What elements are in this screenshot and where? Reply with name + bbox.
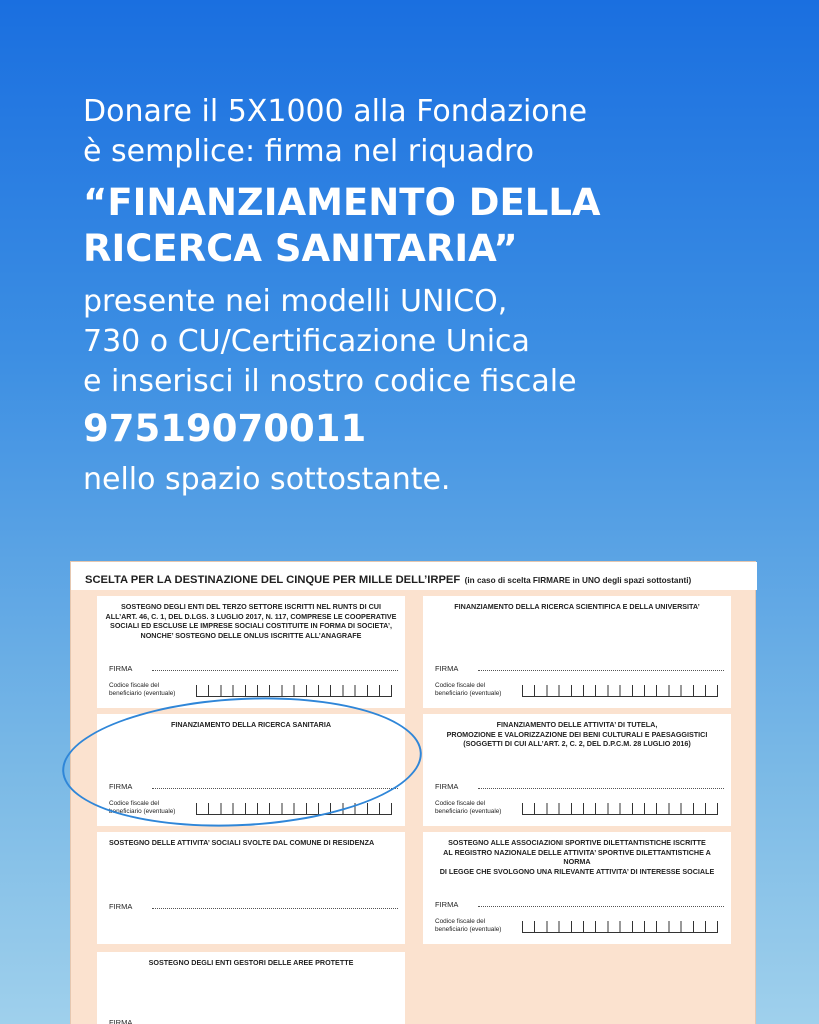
form-header [71,562,757,590]
form-box-ricerca-scientifica [423,596,731,708]
codice-fiscale-label: Codice fiscale del beneficiario (eventuale) [109,682,176,697]
intro-line-1: Donare il 5X1000 alla Fondazione [83,94,588,129]
form-header-note: (in caso di scelta FIRMARE in UNO degli spazi sottostanti) [464,576,692,585]
form-box-title: SOSTEGNO DEGLI ENTI GESTORI DELLE AREE PROTETTE [148,958,354,967]
closing-line: nello spazio sottostante. [83,462,451,497]
firma-field[interactable]: FIRMA [109,902,398,911]
codice-fiscale-label: Codice fiscale del beneficiario (eventuale) [109,800,176,815]
codice-fiscale-cells[interactable] [196,685,392,697]
hero-text [83,92,783,500]
codice-fiscale-cells[interactable] [522,921,718,933]
firma-field[interactable]: FIRMA [109,1018,398,1024]
codice-fiscale-label: Codice fiscale del beneficiario (eventuale) [435,682,502,697]
form-box-terzo-settore [97,596,405,708]
codice-fiscale-label: Codice fiscale del beneficiario (eventuale) [435,918,502,933]
firma-field[interactable]: FIRMA [435,782,724,791]
body-line-3: e inserisci il nostro codice fiscale [83,364,577,399]
form-box-title: FINANZIAMENTO DELLA RICERCA SANITARIA [170,720,332,729]
form-header-title: SCELTA PER LA DESTINAZIONE DEL CINQUE PER MILLE DELL’IRPEF [85,574,461,586]
form-box-comune-residenza [97,832,405,944]
codice-fiscale-cells[interactable] [522,803,718,815]
headline-line-2: RICERCA SANITARIA” [83,227,518,270]
codice-fiscale-label: Codice fiscale del beneficiario (eventuale) [435,800,502,815]
form-box-title: SOSTEGNO ALLE ASSOCIAZIONI SPORTIVE DILETTANTISTICHE ISCRITTE AL REGISTRO NAZIONALE DELLE ATTIVITA’ SPORTIVE DILETTANTISTICHE A NORMA DI LEGGE CHE SVOLGONO UNA RILEVANTE ATTIVITA’ DI INTERESSE SOCIALE [439,838,715,876]
form-box-title: SOSTEGNO DEGLI ENTI DEL TERZO SETTORE ISCRITTI NEL RUNTS DI CUI ALL’ART. 46, C. 1, DEL D.LGS. 3 LUGLIO 2017, N. 117, COMPRESE LE COOPERATIVE SOCIALI ED ESCLUSE LE IMPRESE SOCIALI COSTITUITE IN FORMA DI SOCIETA’, NONCHE’ SOSTEGNO DELLE ONLUS ISCRITTE ALL’ANAGRAFE [105,602,397,640]
form-box-title: SOSTEGNO DELLE ATTIVITA’ SOCIALI SVOLTE DAL COMUNE DI RESIDENZA [109,838,375,847]
intro-line-2: è semplice: firma nel riquadro [83,134,534,169]
firma-field[interactable]: FIRMA [109,664,398,673]
firma-field[interactable]: FIRMA [435,664,724,673]
form-box-title: FINANZIAMENTO DELLA RICERCA SCIENTIFICA E DELLA UNIVERSITA’ [454,602,700,611]
firma-field[interactable]: FIRMA [109,782,398,791]
form-box-beni-culturali [423,714,731,826]
form-box-title: FINANZIAMENTO DELLE ATTIVITA’ DI TUTELA, PROMOZIONE E VALORIZZAZIONE DEI BENI CULTURALI E PAESAGGISTICI (SOGGETTI DI CUI ALL’ART. 2, C. 2, DEL D.P.C.M. 28 LUGLIO 2016) [446,720,708,748]
headline-line-1: “FINANZIAMENTO DELLA [83,181,601,224]
body-line-1: presente nei modelli UNICO, [83,284,508,319]
form-box-aree-protette [97,952,405,1024]
form-box-associazioni-sportive [423,832,731,944]
codice-fiscale-cells[interactable] [522,685,718,697]
fiscal-code: 97519070011 [83,407,367,450]
body-line-2: 730 o CU/Certificazione Unica [83,324,530,359]
firma-field[interactable]: FIRMA [435,900,724,909]
